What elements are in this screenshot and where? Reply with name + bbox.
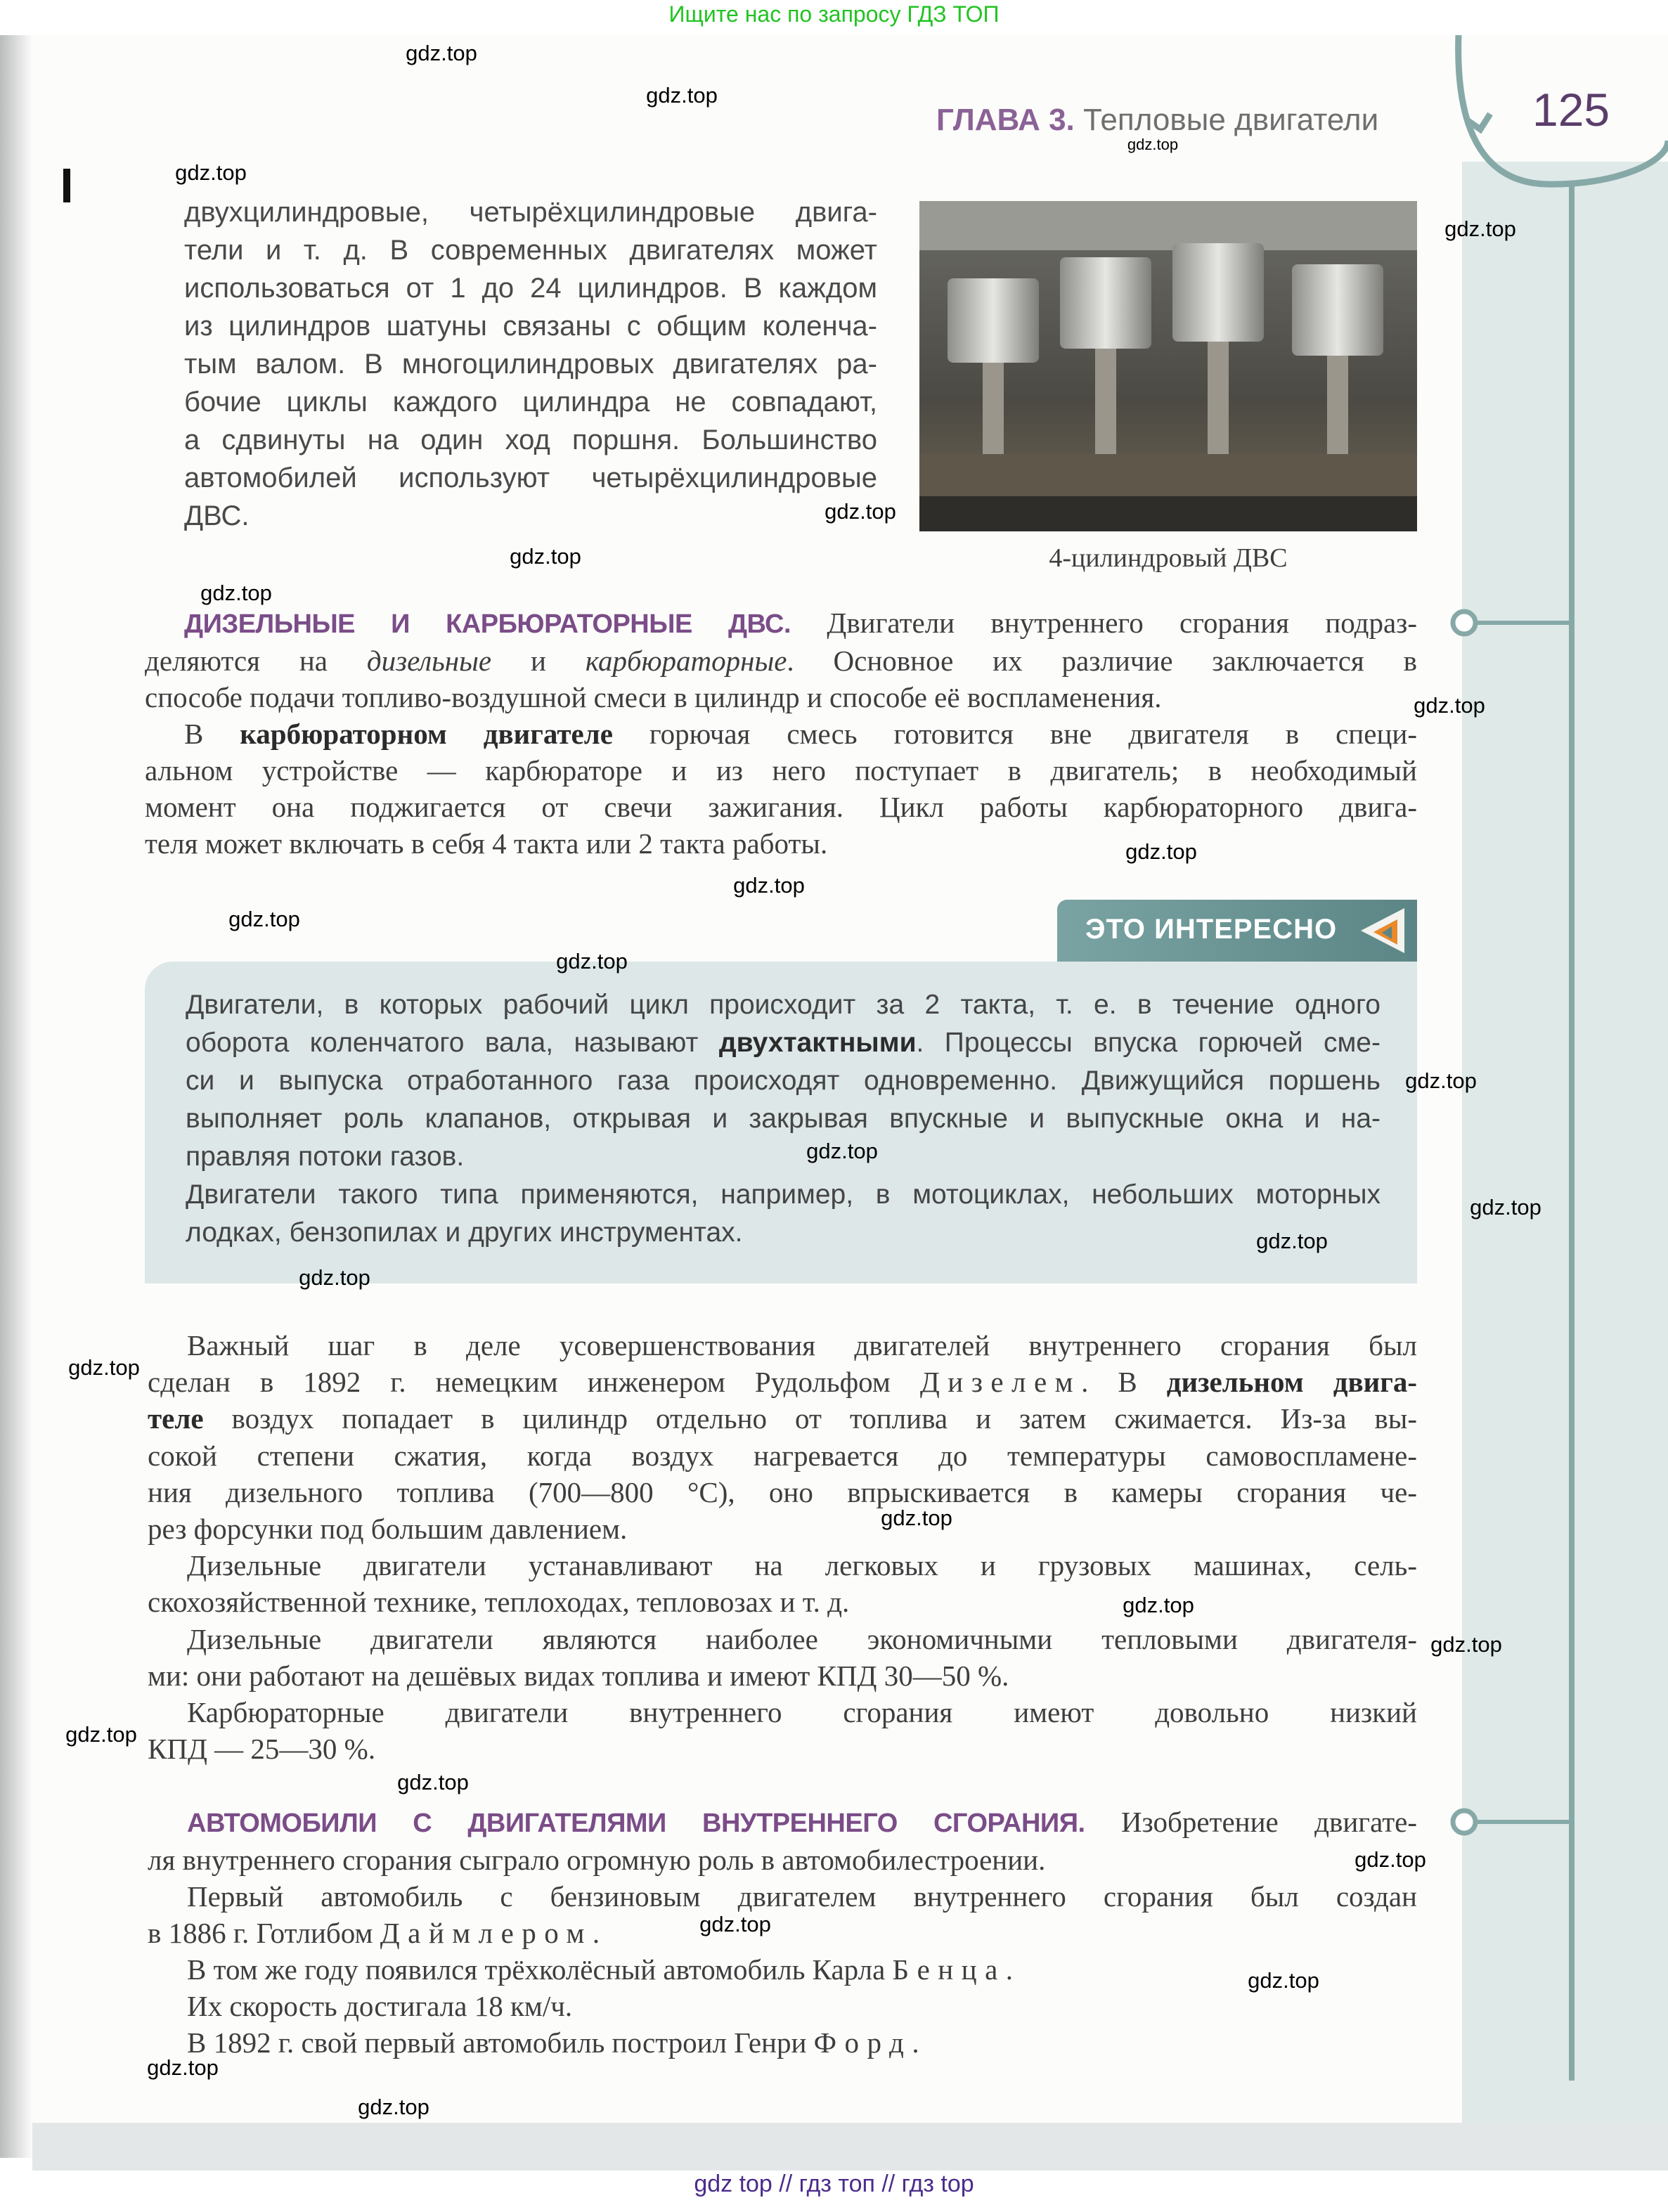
interesting-tab <box>1057 900 1417 962</box>
watermark: gdz.top <box>733 873 805 898</box>
text-segment: деляются на <box>145 645 367 677</box>
text-line <box>184 269 877 307</box>
text-segment: В <box>184 718 240 750</box>
text-segment: рез форсунки под большим давлением. <box>148 1513 628 1546</box>
text-segment: . <box>912 2026 919 2059</box>
text-segment: . <box>1005 1953 1014 1986</box>
section-diesel-engine <box>148 1327 1417 1767</box>
text-line <box>148 1621 1417 1657</box>
watermark: gdz.top <box>147 2055 219 2080</box>
text-segment: и <box>491 645 586 677</box>
triangle-logo-icon <box>1357 904 1410 957</box>
text-segment: . Процессы впуска горючей сме- <box>916 1028 1381 1058</box>
text-segment: Карбюраторные двигатели внутреннего сгорания имеют довольно низкий <box>187 1696 1417 1729</box>
watermark: gdz.top <box>1444 216 1516 241</box>
text-segment: альном устройстве — карбюраторе и из него поступает в двигатель; в необходимый <box>145 754 1417 787</box>
text-segment: . Основное их различие заключается в <box>787 645 1417 677</box>
text-segment: теля может включать в себя 4 такта или 2 такта работы. <box>145 827 828 860</box>
watermark: gdz.top <box>299 1265 370 1290</box>
watermark: gdz.top <box>806 1139 878 1163</box>
text-segment: автомобилей используют четырёхцилиндровые <box>184 463 877 493</box>
text-line <box>148 1400 1417 1437</box>
watermark: gdz.top <box>1405 1068 1477 1093</box>
text-line <box>148 1804 1417 1842</box>
text-segment: ДВС. <box>184 500 250 531</box>
text-line <box>148 1951 1417 1988</box>
watermark: gdz.top <box>1123 1593 1194 1617</box>
text-segment: Двигатели внутреннего сгорания подраз- <box>791 607 1417 639</box>
text-segment: двухцилиндровые, четырёхцилиндровые двига- <box>184 197 877 228</box>
chapter-title: Тепловые двигатели <box>1083 103 1379 137</box>
watermark: gdz.top <box>1125 839 1197 864</box>
text-segment: тым валом. В многоцилиндровых двигателях ра- <box>184 349 877 380</box>
text-line <box>145 716 1417 752</box>
watermark: gdz.top <box>1256 1229 1328 1253</box>
watermark: gdz.top <box>1355 1847 1426 1872</box>
text-segment: использоваться от 1 до 24 цилиндров. В каждом <box>184 273 877 304</box>
interesting-tab-label: ЭТО ИНТЕРЕСНО <box>1085 914 1338 945</box>
text-segment: Первый автомобиль с бензиновым двигателем внутреннего сгорания был создан <box>187 1880 1417 1913</box>
intro-paragraph <box>184 193 877 535</box>
text-segment: момент она поджигается от свечи зажигания. Цикл работы карбюраторного двига- <box>145 791 1417 823</box>
text-segment: выполняет роль клапанов, открывая и закрывая впускные и выпускные окна и на- <box>186 1104 1381 1134</box>
text-segment: си и выпуска отработанного газа происходят одновременно. Движущийся поршень <box>186 1066 1381 1096</box>
spaced-text: Бенца <box>892 1953 1006 1986</box>
spaced-text: Даймлером <box>380 1917 593 1949</box>
watermark: gdz.top <box>200 581 272 605</box>
section-heading: ДИЗЕЛЬНЫЕ И КАРБЮРАТОРНЫЕ ДВС. <box>184 609 791 639</box>
spaced-text: Форд <box>813 2026 912 2059</box>
timeline-node-icon <box>1453 612 1475 634</box>
text-segment: Дизельные двигатели устанавливают на легковых и грузовых машинах, сель- <box>187 1549 1417 1582</box>
chapter-label: ГЛАВА 3. <box>936 103 1075 137</box>
text-segment: бочие циклы каждого цилиндра не совпадают, <box>184 387 877 418</box>
top-banner[interactable]: Ищите нас по запросу ГДЗ ТОП <box>668 1 1000 27</box>
text-line <box>184 193 877 231</box>
text-line <box>145 604 1417 642</box>
text-line <box>186 1138 1381 1176</box>
text-line <box>145 789 1417 825</box>
text-segment: из цилиндров шатуны связаны с общим коленча- <box>184 311 877 342</box>
text-segment: оборота коленчатого вала, называют <box>186 1028 719 1058</box>
watermark: gdz.top <box>1470 1195 1541 1220</box>
text-line <box>148 1731 1417 1767</box>
text-line <box>148 1915 1417 1951</box>
watermark: gdz.top <box>65 1722 137 1747</box>
watermark: gdz.top <box>1414 693 1485 718</box>
text-line <box>148 1842 1417 1878</box>
text-segment: Важный шаг в деле усовершенствования двигателей внутреннего сгорания был <box>187 1329 1417 1362</box>
text-line <box>145 642 1417 679</box>
text-segment: ния дизельного топлива (700—800 °С), оно впрыскивается в камеры сгорания че- <box>148 1475 1417 1508</box>
text-line <box>145 825 1417 862</box>
text-line <box>184 383 877 421</box>
text-line <box>184 307 877 345</box>
bold-text: дизельном двига- <box>1166 1366 1417 1399</box>
chapter-header <box>936 103 1378 138</box>
watermark: gdz.top <box>699 1912 771 1936</box>
text-line <box>186 986 1381 1024</box>
text-segment: Их скорость достигала 18 км/ч. <box>187 1990 573 2022</box>
watermark: gdz.top <box>556 949 628 974</box>
text-segment: воздух попадает в цилиндр отдельно от топлива и затем сжимается. Из-за вы- <box>203 1402 1417 1435</box>
text-segment: Двигатели, в которых рабочий цикл происходит за 2 такта, т. е. в течение одного <box>186 990 1381 1020</box>
text-line <box>148 1437 1417 1474</box>
italic-text: дизельные <box>366 645 492 677</box>
text-line <box>145 679 1417 716</box>
watermark: gdz.top <box>825 499 896 524</box>
text-line <box>148 1657 1417 1694</box>
text-line <box>148 1327 1417 1364</box>
watermark: gdz.top <box>397 1770 469 1794</box>
watermark: gdz.top <box>1127 136 1179 153</box>
text-line <box>184 231 877 269</box>
text-segment: Двигатели такого типа применяются, например, в мотоциклах, небольших моторных <box>186 1179 1381 1210</box>
text-line <box>148 1511 1417 1547</box>
text-segment: . В <box>1081 1366 1167 1399</box>
watermark: gdz.top <box>646 83 718 108</box>
text-line <box>184 421 877 459</box>
text-line <box>184 459 877 497</box>
text-segment: сделан в 1892 г. немецким инженером Рудольфом <box>148 1366 920 1399</box>
text-segment: скохозяйственной технике, теплоходах, тепловозах и т. д. <box>148 1586 850 1619</box>
bold-text: двухтактными <box>718 1028 917 1058</box>
text-line <box>148 1694 1417 1731</box>
figure-caption: 4-цилиндровый ДВС <box>1049 543 1288 573</box>
text-line <box>186 1176 1381 1214</box>
text-segment: . <box>592 1917 600 1949</box>
text-segment: КПД — 25—30 %. <box>148 1733 376 1766</box>
watermark: gdz.top <box>510 544 581 569</box>
text-line <box>148 1547 1417 1584</box>
text-segment: Дизельные двигатели являются наиболее экономичными тепловыми двигателя- <box>187 1622 1417 1655</box>
text-line <box>148 2024 1417 2061</box>
text-segment: сокой степени сжатия, когда воздух нагревается до температуры самовоспламене- <box>148 1439 1417 1472</box>
text-line <box>186 1062 1381 1100</box>
text-segment: правляя потоки газов. <box>186 1141 465 1172</box>
text-segment: горючая смесь готовится вне двигателя в специ- <box>612 718 1417 750</box>
text-line <box>186 1024 1381 1062</box>
timeline-node-icon <box>1453 1811 1475 1833</box>
text-line <box>145 752 1417 789</box>
text-line <box>148 1474 1417 1511</box>
text-segment: ля внутреннего сгорания сыграло огромную роль в автомобилестроении. <box>148 1844 1046 1876</box>
text-segment: а сдвинуты на один ход поршня. Большинство <box>184 425 877 455</box>
watermark: gdz.top <box>1430 1632 1502 1657</box>
text-segment: Изобретение двигате- <box>1085 1806 1417 1838</box>
text-line <box>148 1988 1417 2024</box>
section-diesel-carburetor <box>145 604 1417 862</box>
watermark: gdz.top <box>175 160 247 185</box>
text-line <box>148 1584 1417 1620</box>
text-line <box>186 1214 1381 1252</box>
watermark: gdz.top <box>881 1506 952 1530</box>
interesting-text <box>186 986 1381 1252</box>
text-segment: в 1886 г. Готлибом <box>148 1917 380 1949</box>
text-line <box>184 345 877 383</box>
text-segment: лодках, бензопилах и других инструментах. <box>186 1217 743 1248</box>
watermark: gdz.top <box>358 2095 429 2119</box>
text-line <box>184 497 877 535</box>
footer-links[interactable]: gdz top // гдз топ // гдз top <box>694 2171 974 2197</box>
spaced-text: Дизелем <box>919 1366 1082 1399</box>
text-segment: В том же году появился трёхколёсный автомобиль Карла <box>187 1953 893 1986</box>
text-segment: ми: они работают на дешёвых видах топлива и имеют КПД 30—50 %. <box>148 1659 1009 1692</box>
section-cars <box>148 1804 1417 2061</box>
watermark: gdz.top <box>228 907 300 931</box>
text-line <box>148 1878 1417 1915</box>
page-number: 125 <box>1532 84 1610 136</box>
text-line <box>186 1100 1381 1138</box>
bold-text: карбюраторном двигателе <box>240 718 613 750</box>
text-segment: В 1892 г. свой первый автомобиль построил Генри <box>187 2026 814 2059</box>
engine-photo <box>919 201 1417 531</box>
text-segment: способе подачи топливо-воздушной смеси в цилиндр и способе её воспламенения. <box>145 681 1162 713</box>
bold-text: теле <box>148 1402 204 1435</box>
watermark: gdz.top <box>1248 1968 1319 1993</box>
text-segment: тели и т. д. В современных двигателях может <box>184 235 877 266</box>
section-heading: АВТОМОБИЛИ С ДВИГАТЕЛЯМИ ВНУТРЕННЕГО СГОРАНИЯ. <box>187 1809 1085 1838</box>
watermark: gdz.top <box>406 41 477 65</box>
watermark: gdz.top <box>68 1355 140 1380</box>
text-line <box>148 1364 1417 1400</box>
italic-text: карбюраторные <box>585 645 787 677</box>
